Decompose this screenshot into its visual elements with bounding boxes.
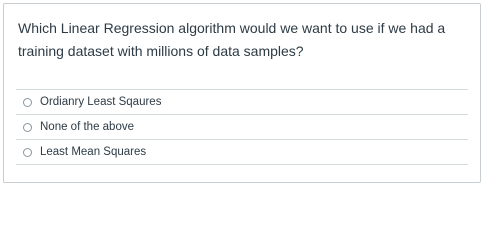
question-card: [3, 3, 481, 183]
answer-option[interactable]: [16, 115, 468, 140]
radio-button[interactable]: [23, 123, 32, 132]
answer-option[interactable]: [16, 140, 468, 165]
radio-button[interactable]: [23, 148, 32, 157]
answer-list: [16, 89, 468, 165]
answer-option[interactable]: [16, 90, 468, 115]
radio-button[interactable]: [23, 98, 32, 107]
answer-label: Ordianry Least Sqaures: [40, 96, 162, 108]
answer-label: None of the above: [40, 121, 134, 133]
answer-label: Least Mean Squares: [40, 146, 147, 158]
question-text: Which Linear Regression algorithm would we want to use if we had a training dataset with millions of data samples?: [18, 20, 446, 59]
